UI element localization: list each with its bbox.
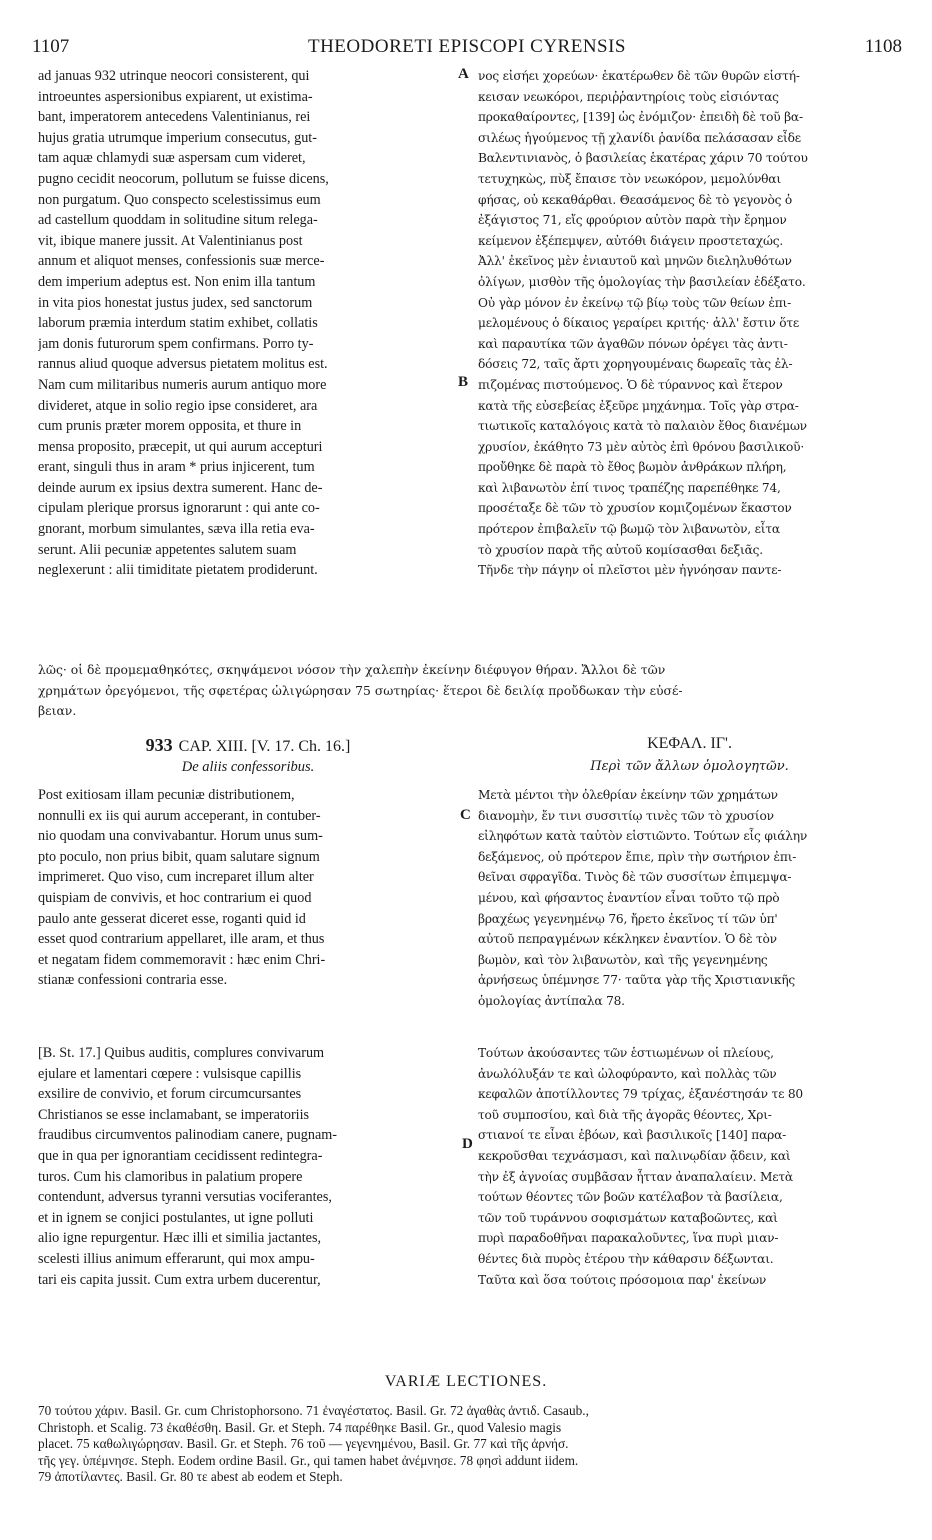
- text-line: εἰληφότων κατὰ ταὐτὸν εἱστιῶντο. Τούτων εἷς φιάλην: [478, 829, 808, 844]
- text-line: δεξάμενος, οὐ πρότερον ἔπιε, πρὶν τὴν σωτήριον ἐπι-: [478, 849, 797, 864]
- latin-chapter-subtitle: De aliis confessoribus.: [181, 759, 315, 775]
- text-line: Μετὰ μέντοι τὴν ὀλεθρίαν ἐκείνην τῶν χρημάτων: [478, 788, 778, 802]
- column-number: 933: [145, 735, 173, 755]
- text-line: introeuntes aspersionibus expiarent, ut existima-: [38, 88, 313, 105]
- greek-chapter-subtitle: Περὶ τῶν ἄλλων ὁμολογητῶν.: [590, 759, 789, 774]
- text-line: προὔθηκε δὲ παρὰ τὸ ἔθος βωμὸν ἀνθράκων πλήρη,: [478, 460, 787, 475]
- text-line: τῶν τοῦ τυράννου σοφισμάτων καταβοῶντες, καὶ: [478, 1210, 778, 1225]
- text-line: esset quod contrarium appellaret, ille aram, et thus: [38, 931, 325, 948]
- text-line: ἐξάγιστος 71, εἴς φρούριον αὐτὸν παρὰ τὴν ἔρημον: [478, 213, 787, 228]
- text-line: τὸ χρυσίον παρὰ τῆς αὐτοῦ κομίσασθαι δεξιᾶς.: [478, 542, 763, 557]
- text-line: dem imperium adeptus est. Non enim illa tantum: [38, 273, 316, 290]
- text-line: Βαλεντινιανὸς, ὁ βασιλείας ἑκατέρας χάριν 70 τούτου: [478, 151, 808, 166]
- text-line: tari eis capita jussit. Cum extra urbem ducerentur,: [38, 1271, 321, 1288]
- text-line: exsilire de convivio, et forum circumcursantes: [38, 1086, 302, 1103]
- text-line: serunt. Alii pecuniæ appetentes salutem suam: [38, 541, 297, 558]
- text-line: ἀρνήσεως ὑπέμνησε 77· ταῦτα γὰρ τῆς Χριστιανικῆς: [478, 973, 796, 988]
- text-line: placet. 75 καθωλιγώρησαν. Basil. Gr. et Steph. 76 τοῦ — γεγενημένου, Basil. Gr. 77 καὶ τῆς ἀρνήσ.: [38, 1436, 569, 1451]
- text-line: τῆς γεγ. ὑπέμνησε. Steph. Eodem ordine Basil. Gr., qui tamen habet ἀνέμνησε. 78 φησὶ addunt iidem.: [38, 1452, 579, 1468]
- text-line: πρότερον ἐπιβαλεῖν τῷ βωμῷ τὸν λιβανωτὸν, εἶτα: [478, 522, 780, 537]
- latin-paragraph-2: [38, 1043, 458, 1290]
- text-line: νος εἰσήει χορεύων· ἑκατέρωθεν δὲ τῶν θυρῶν εἱστή-: [478, 69, 800, 83]
- text-line: divideret, atque in solio regio ipse consideret, ara: [38, 397, 318, 414]
- greek-column-top: [478, 66, 901, 581]
- text-line: ὁμολογίας ἀντίπαλα 78.: [478, 993, 625, 1008]
- text-line: κεφαλῶν ἀποτίλλοντες 79 τρίχας, ἐξανέστησάν τε 80: [478, 1087, 803, 1102]
- text-line: Nam cum militaribus numeris aurum antiquo more: [38, 376, 327, 393]
- text-line: χρυσίον, ἐκάθητο 73 μὲν αὐτὸς ἐπὶ θρόνου βασιλικοῦ·: [478, 439, 805, 454]
- latin-paragraph-1: [38, 785, 458, 991]
- text-line: bant, imperatorem antecedens Valentinianus, rei: [38, 109, 311, 126]
- text-line: hujus gratia utrumque imperium consecutus, gut-: [38, 129, 317, 146]
- text-line: κατὰ τῆς εὐσεβείας ἐξεῦρε μηχάνημα. Τοῖς γὰρ στρα-: [478, 398, 799, 413]
- text-line: κείμενον ἐξέπεμψεν, αὐτόθι διάγειν προστεταχώς.: [478, 233, 784, 248]
- text-line: 79 ἀποτίλαντες. Basil. Gr. 80 τε abest ab eodem et Steph.: [38, 1469, 343, 1484]
- text-line: laborum præmia interdum statim exhibet, collatis: [38, 315, 318, 332]
- text-line: Ταῦτα καὶ ὅσα τούτοις πρόσομοια παρ' ἐκείνων: [478, 1272, 767, 1287]
- text-line: pto poculo, non prius bibit, quam salutare signum: [38, 848, 320, 865]
- text-line: μελομένους ὁ δίκαιος γεραίρει κριτής· ἀλλ' ἔστιν ὅτε: [478, 316, 800, 331]
- text-line: quispiam de convivis, et hoc contrarium ei quod: [38, 889, 312, 906]
- text-line: πυρὶ παραδοθῆναι παρακαλοῦντες, ἵνα πυρὶ μιαν-: [478, 1231, 779, 1246]
- text-line: θέντες διὰ πυρὸς ἑτέρου τὴν κάθαρσιν δέξωνται.: [478, 1251, 774, 1266]
- text-line: καὶ λιβανωτὸν ἐπί τινος τραπέζης παρεπέθηκε 74,: [478, 480, 781, 495]
- text-line: κεισαν νεωκόροι, περιῤῥαντηρίοις τοὺς εἰσιόντας: [478, 89, 779, 104]
- text-line: gnorant, morbum simulantes, sæva illa retia eva-: [38, 521, 315, 538]
- text-line: τούτων θέοντες τῶν βοῶν κατέλαβον τὰ βασίλεια,: [478, 1190, 783, 1205]
- text-line: cum prunis præter morem opposita, et thure in: [38, 418, 302, 435]
- text-line: annum et aliquot menses, confessionis suæ merce-: [38, 253, 325, 270]
- text-line: Post exitiosam illam pecuniæ distributionem,: [38, 787, 295, 803]
- greek-paragraph-2: [478, 1043, 901, 1290]
- text-line: αὐτοῦ πεπραγμένων κέκληκεν ἐναντίον. Ὁ δὲ τὸν: [478, 932, 777, 947]
- text-line: et negatam fidem commemoravit : hæc enim Chri-: [38, 951, 326, 968]
- text-line: tam aquæ chlamydi suæ aspersam cum videret,: [38, 150, 306, 167]
- text-line: τοῦ συμποσίου, καὶ διὰ τῆς ἀγορᾶς θέοντες, Χρι-: [478, 1107, 772, 1122]
- text-line: τὴν ἐξ ἀγνοίας συμβᾶσαν ἧτταν ἀναπαλαίειν. Μετὰ: [478, 1169, 793, 1184]
- text-line: βειαν.: [38, 703, 77, 718]
- text-line: alio igne repurgentur. Hæc illi et similia jactantes,: [38, 1230, 322, 1247]
- margin-letter-b: B: [458, 374, 469, 390]
- greek-chapter-title: ΚΕΦΑΛ. ΙΓ'.: [647, 735, 732, 752]
- text-line: λῶς· οἱ δὲ προμεμαθηκότες, σκηψάμενοι νόσον τὴν χαλεπὴν ἐκείνην διέφυγον θήραν. Ἄλλοι δὲ τῶν: [38, 662, 666, 677]
- text-line: Οὐ γὰρ μόνον ἐν ἐκείνῳ τῷ βίῳ τοὺς τῶν θείων ἐπι-: [478, 295, 792, 310]
- text-line: προσέταξε δὲ τῶν τὸ χρυσίον κομιζομένων ἕκαστον: [478, 501, 792, 516]
- text-line: τετυχηκὼς, πὺξ ἔπαισε τὸν νεωκόρον, μεμολύνθαι: [478, 171, 781, 186]
- text-line: στιανοί τε εἶναι ἐβόων, καὶ βασιλικοῖς [140] παρα-: [478, 1128, 787, 1143]
- text-line: turos. Cum his clamoribus in palatium propere: [38, 1168, 303, 1185]
- text-line: deinde aurum ex ipsius dextra sumerent. Hanc de-: [38, 479, 323, 496]
- margin-letter-c: C: [460, 807, 471, 823]
- text-line: que in qua per ignorantiam cecidissent redintegra-: [38, 1147, 323, 1164]
- text-line: Τούτων ἀκούσαντες τῶν ἑστιωμένων οἱ πλείους,: [478, 1046, 774, 1060]
- text-line: neglexerunt : alii timiditate pietatem prodiderunt.: [38, 562, 318, 579]
- text-line: fraudibus circumventos palinodiam canere, pugnam-: [38, 1127, 338, 1144]
- text-line: cipulam plerique prorsus ignorarunt : qui ante co-: [38, 500, 320, 517]
- greek-full-width-text: [38, 660, 901, 722]
- text-line: erant, singuli thus in aram * prius injicerent, tum: [38, 459, 315, 476]
- page-number-right: 1108: [864, 36, 902, 57]
- text-line: βραχέως γεγενημένῳ 76, ἤρετο ἐκεῖνος τί τῶν ὑπ': [478, 911, 778, 926]
- margin-letter-a: A: [458, 66, 469, 82]
- text-line: Christoph. et Scalig. 73 ἐκαθέσθη. Basil. Gr. et Steph. 74 παρέθηκε Basil. Gr., quod Valesio magis: [38, 1419, 562, 1435]
- text-line: δόσεις 72, ταῖς ἄρτι χορηγουμέναις δωρεαῖς τὰς ἐλ-: [478, 357, 793, 372]
- variae-lectiones-heading: VARIÆ LECTIONES.: [384, 1373, 548, 1390]
- text-line: 70 τούτου χάριν. Basil. Gr. cum Christophorsono. 71 ἐναγέστατος. Basil. Gr. 72 ἀγαθὰς ἀντιδ. Casaub.,: [38, 1403, 589, 1418]
- footnotes: [38, 1403, 904, 1486]
- text-line: ejulare et lamentari cœpere : vulsisque capillis: [38, 1065, 302, 1082]
- text-line: jam donis futurorum spem confirmans. Porro ty-: [38, 335, 314, 352]
- page-header: [32, 36, 902, 64]
- latin-chapter-title: 933 CAP. XIII. [V. 17. Ch. 16.]: [145, 735, 351, 755]
- text-line: in vita pios honestat justus judex, sed sanctorum: [38, 294, 313, 311]
- text-line: μένου, καὶ φήσαντος ἐναντίον εἶναι τοῦτο τῷ πρὸ: [478, 890, 780, 905]
- text-line: paulo ante gesserat diceret esse, roganti quid id: [38, 910, 306, 927]
- text-line: θεῖναι σφραγῖδα. Τινὸς δὲ τῶν συσσίτων ἐπιμεμψα-: [478, 870, 792, 885]
- text-line: non purgatum. Quo conspecto scelestissimus eum: [38, 191, 321, 208]
- text-line: χρημάτων ὀρεγόμενοι, τῆς σφετέρας ὠλιγώρησαν 75 σωτηρίας· ἕτεροι δὲ δειλίᾳ προὔδωκαν τὴν εὐσέ-: [38, 682, 683, 698]
- text-line: pugno cecidit neocorum, pollutum se fuisse dicens,: [38, 170, 329, 187]
- text-line: καὶ παραυτίκα τῶν ἀγαθῶν πόνων ὀρέγει τὰς ἀντι-: [478, 336, 788, 351]
- text-line: προκαθαίροντες, [139] ὡς ἐνόμιζον· ἐπειδὴ δὲ τοῦ βα-: [478, 110, 803, 125]
- text-line: mensa proposito, præcepit, ut qui aurum accepturi: [38, 438, 323, 455]
- text-line: nonnulli ex iis qui aurum acceperant, in contuber-: [38, 807, 321, 824]
- text-line: Ἀλλ' ἐκεῖνος μὲν ἐνιαυτοῦ καὶ μηνῶν διεληλυθότων: [478, 254, 792, 269]
- page-number-left: 1107: [32, 36, 70, 57]
- text-line: [B. St. 17.] Quibus auditis, complures convivarum: [38, 1045, 325, 1061]
- text-line: πιζομένας πιστούμενος. Ὁ δὲ τύραννος καὶ ἕτερον: [478, 377, 783, 392]
- text-line: σιλέως ἡγούμενος τῇ χλανίδι ῥανίδα πελάσασαν εἶδε: [478, 130, 801, 145]
- greek-paragraph-1: [478, 785, 901, 1012]
- text-line: contendunt, adversus tyranni versutias vociferantes,: [38, 1189, 332, 1206]
- text-line: vit, ibique manere jussit. At Valentinianus post: [38, 232, 303, 249]
- text-line: et in ignem se conjici postulantes, ut igne polluti: [38, 1209, 314, 1226]
- text-line: διανομὴν, ἔν τινι συσσιτίῳ τινὲς τῶν τὸ χρυσίον: [478, 808, 774, 823]
- running-title: THEODORETI EPISCOPI CYRENSIS: [307, 36, 627, 57]
- text-line: ad castellum quoddam in solitudine situm relega-: [38, 212, 318, 229]
- text-line: τιωτικοῖς καταλόγοις κατὰ τὸ παλαιὸν ἔθος διανέμων: [478, 419, 807, 434]
- text-line: scelesti illius animum efferarunt, qui mox ampu-: [38, 1250, 315, 1267]
- text-line: κεκροῦσθαι τεχνάσμασι, καὶ παλινῳδίαν ᾄδειν, καὶ: [478, 1148, 791, 1163]
- text-line: ἀνωλόλυξάν τε καὶ ὠλοφύραντο, καὶ πολλὰς τῶν: [478, 1066, 777, 1081]
- text-line: φήσας, οὐ κεκαθάρθαι. Θεασάμενος δὲ τὸ γεγονὸς ὁ: [478, 192, 793, 207]
- text-line: βωμὸν, καὶ τὸν λιβανωτὸν, καὶ τῆς γεγενημένης: [478, 952, 768, 967]
- text-line: imprimeret. Quo viso, cum increparet illum alter: [38, 869, 314, 886]
- text-line: stianæ confessioni contraria esse.: [38, 972, 228, 989]
- margin-letter-d: D: [462, 1136, 473, 1152]
- text-line: ὀλίγων, μισθὸν τῆς ὁμολογίας τὴν βασιλείαν ἐδέξατο.: [478, 274, 806, 289]
- latin-column-top: [38, 66, 458, 581]
- text-line: rannus aliud quoque adversus pietatem molitus est.: [38, 356, 328, 373]
- text-line: Christianos se esse inclamabant, se imperatoriis: [38, 1106, 310, 1123]
- text-line: ad januas 932 utrinque neocori consisterent, qui: [38, 68, 310, 84]
- text-line: nio quodam una convivabantur. Horum unus sum-: [38, 828, 323, 845]
- text-line: Τῆνδε τὴν πάγην οἱ πλεῖστοι μὲν ἠγνόησαν παντε-: [478, 563, 782, 578]
